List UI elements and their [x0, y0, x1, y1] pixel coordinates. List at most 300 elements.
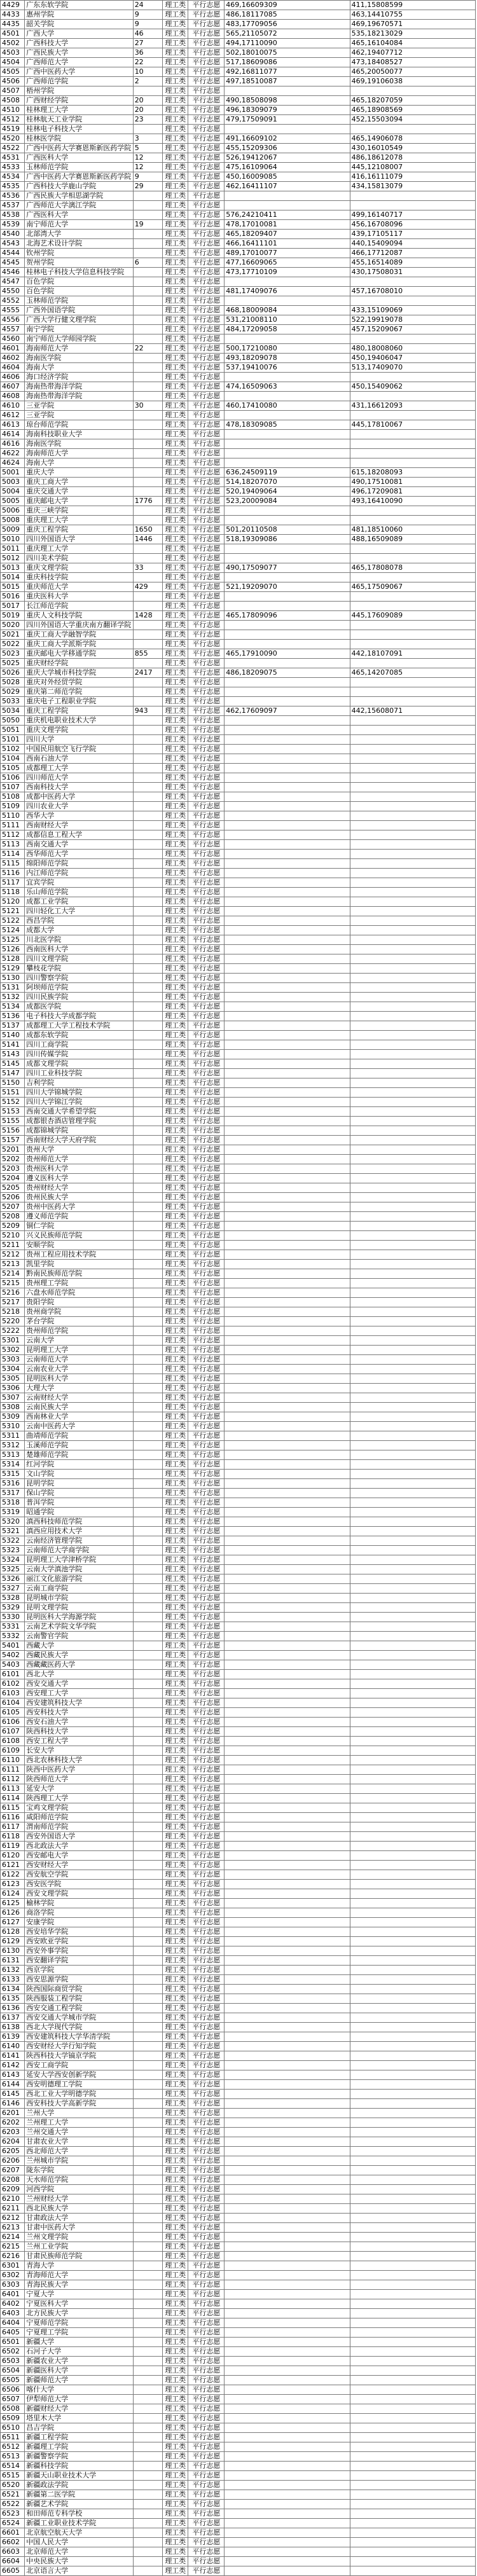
category-cell: 理工类 [163, 1517, 188, 1527]
category-cell: 理工类 [163, 602, 188, 611]
plan-count-cell [133, 945, 162, 954]
school-code-cell: 6127 [1, 1918, 25, 1927]
score-1-cell [225, 1851, 350, 1861]
category-cell: 理工类 [163, 544, 188, 554]
plan-count-cell [133, 1336, 162, 1346]
school-code-cell: 4429 [1, 1, 25, 10]
score-1-cell [225, 1708, 350, 1718]
score-1-cell [225, 2376, 350, 2385]
score-1-cell [225, 1126, 350, 1136]
score-2-cell [350, 1059, 475, 1069]
school-name-cell: 云南财经大学 [25, 1393, 133, 1403]
school-code-cell: 5115 [1, 859, 25, 869]
school-code-cell: 5014 [1, 573, 25, 582]
plan-count-cell [133, 1031, 162, 1040]
category-cell: 理工类 [163, 1431, 188, 1441]
category-cell: 理工类 [163, 1050, 188, 1059]
batch-cell: 平行志愿 [188, 1498, 225, 1508]
plan-count-cell [133, 2471, 162, 2481]
school-code-cell: 6510 [1, 2423, 25, 2433]
batch-cell: 平行志愿 [188, 39, 225, 48]
category-cell: 理工类 [163, 1546, 188, 1555]
batch-cell: 平行志愿 [188, 2347, 225, 2357]
school-name-cell: 广西大学 [25, 29, 133, 39]
batch-cell: 平行志愿 [188, 2223, 225, 2233]
school-code-cell: 6124 [1, 1889, 25, 1899]
school-name-cell: 甘肃中医药大学 [25, 2223, 133, 2233]
category-cell: 理工类 [163, 1651, 188, 1660]
table-row [1, 754, 476, 764]
score-2-cell [350, 1307, 475, 1317]
batch-cell: 平行志愿 [188, 954, 225, 964]
table-row [1, 535, 476, 544]
school-name-cell: 西安外国语大学 [25, 1832, 133, 1842]
batch-cell: 平行志愿 [188, 58, 225, 67]
batch-cell: 平行志愿 [188, 1527, 225, 1536]
table-row [1, 1946, 476, 1956]
batch-cell: 平行志愿 [188, 439, 225, 449]
school-code-cell: 5150 [1, 1078, 25, 1088]
table-row [1, 821, 476, 830]
school-code-cell: 6404 [1, 2318, 25, 2328]
category-cell: 理工类 [163, 1183, 188, 1193]
school-code-cell: 4622 [1, 449, 25, 458]
school-name-cell: 甘肃政法大学 [25, 2214, 133, 2223]
category-cell: 理工类 [163, 1851, 188, 1861]
school-code-cell: 6513 [1, 2452, 25, 2462]
score-1-cell [225, 277, 350, 287]
plan-count-cell [133, 249, 162, 258]
school-code-cell: 5106 [1, 773, 25, 783]
school-name-cell: 西安思源学院 [25, 1975, 133, 1985]
score-1-cell [225, 954, 350, 964]
table-row [1, 182, 476, 191]
school-name-cell: 百色学院 [25, 277, 133, 287]
table-row [1, 1145, 476, 1155]
batch-cell: 平行志愿 [188, 1889, 225, 1899]
table-row [1, 1546, 476, 1555]
plan-count-cell [133, 983, 162, 993]
score-2-cell [350, 1603, 475, 1613]
score-2-cell: 490,17510081 [350, 478, 475, 487]
category-cell: 理工类 [163, 1822, 188, 1832]
school-code-cell: 5329 [1, 1603, 25, 1613]
score-1-cell [225, 125, 350, 134]
batch-cell: 平行志愿 [188, 1870, 225, 1880]
score-2-cell [350, 726, 475, 735]
school-code-cell: 4508 [1, 96, 25, 106]
batch-cell: 平行志愿 [188, 2080, 225, 2090]
score-2-cell [350, 2261, 475, 2271]
score-2-cell [350, 993, 475, 1002]
category-cell: 理工类 [163, 1002, 188, 1012]
school-name-cell: 西北大学现代学院 [25, 2023, 133, 2032]
score-2-cell [350, 1842, 475, 1851]
school-code-cell: 6502 [1, 2347, 25, 2357]
table-row [1, 1794, 476, 1803]
school-code-cell: 6203 [1, 2128, 25, 2137]
category-cell: 理工类 [163, 1479, 188, 1489]
score-2-cell [350, 2156, 475, 2166]
school-code-cell: 6405 [1, 2328, 25, 2338]
score-1-cell [225, 1489, 350, 1498]
batch-cell: 平行志愿 [188, 2423, 225, 2433]
category-cell: 理工类 [163, 134, 188, 144]
score-2-cell [350, 1470, 475, 1479]
score-2-cell [350, 554, 475, 563]
category-cell: 理工类 [163, 2462, 188, 2471]
plan-count-cell [133, 573, 162, 582]
score-1-cell [225, 1193, 350, 1202]
school-name-cell: 西南林业大学 [25, 1412, 133, 1422]
category-cell: 理工类 [163, 869, 188, 878]
table-row [1, 974, 476, 983]
school-code-cell: 6108 [1, 1737, 25, 1746]
batch-cell: 平行志愿 [188, 1822, 225, 1832]
score-2-cell [350, 783, 475, 792]
plan-count-cell [133, 1212, 162, 1222]
batch-cell: 平行志愿 [188, 1441, 225, 1450]
score-2-cell: 469,19670571 [350, 20, 475, 29]
batch-cell: 平行志愿 [188, 869, 225, 878]
school-code-cell: 6603 [1, 2547, 25, 2557]
school-name-cell: 重庆大学 [25, 468, 133, 478]
score-2-cell [350, 802, 475, 811]
plan-count-cell: 943 [133, 706, 162, 716]
score-2-cell [350, 1088, 475, 1098]
table-row [1, 1908, 476, 1918]
table-row [1, 2280, 476, 2290]
plan-count-cell [133, 1441, 162, 1450]
score-2-cell [350, 2395, 475, 2404]
school-code-cell: 5151 [1, 1088, 25, 1098]
school-code-cell: 6402 [1, 2299, 25, 2309]
category-cell: 理工类 [163, 77, 188, 86]
school-code-cell: 6207 [1, 2166, 25, 2175]
score-1-cell [225, 1222, 350, 1231]
score-2-cell [350, 1450, 475, 1460]
score-1-cell: 481,17409076 [225, 287, 350, 296]
plan-count-cell [133, 1183, 162, 1193]
batch-cell: 平行志愿 [188, 1508, 225, 1517]
score-1-cell [225, 1822, 350, 1832]
category-cell: 理工类 [163, 1565, 188, 1574]
school-name-cell: 青海师范大学 [25, 2271, 133, 2280]
score-2-cell [350, 2490, 475, 2500]
batch-cell: 平行志愿 [188, 163, 225, 172]
score-1-cell [225, 1059, 350, 1069]
score-2-cell: 455,16514089 [350, 258, 475, 268]
score-2-cell [350, 2338, 475, 2347]
school-name-cell: 新疆理工学院 [25, 2442, 133, 2452]
school-name-cell: 西安财经大学 [25, 1861, 133, 1870]
school-code-cell: 6605 [1, 2566, 25, 2576]
batch-cell: 平行志愿 [188, 67, 225, 77]
score-1-cell [225, 1899, 350, 1908]
batch-cell: 平行志愿 [188, 1470, 225, 1479]
score-1-cell: 478,18309085 [225, 420, 350, 430]
score-2-cell [350, 1985, 475, 1994]
category-cell: 理工类 [163, 1765, 188, 1775]
school-code-cell: 5306 [1, 1384, 25, 1393]
plan-count-cell [133, 1012, 162, 1021]
category-cell: 理工类 [163, 1441, 188, 1450]
school-code-cell: 6504 [1, 2366, 25, 2376]
score-1-cell [225, 1937, 350, 1946]
score-2-cell [350, 2051, 475, 2061]
school-name-cell: 新疆科技学院 [25, 2462, 133, 2471]
score-1-cell [225, 201, 350, 210]
school-code-cell: 4520 [1, 134, 25, 144]
score-1-cell [225, 802, 350, 811]
table-row [1, 659, 476, 668]
score-2-cell [350, 1489, 475, 1498]
batch-cell: 平行志愿 [188, 2204, 225, 2214]
score-1-cell [225, 1422, 350, 1431]
batch-cell: 平行志愿 [188, 258, 225, 268]
plan-count-cell [133, 1737, 162, 1746]
category-cell: 理工类 [163, 888, 188, 897]
table-row [1, 2147, 476, 2156]
score-2-cell [350, 2528, 475, 2538]
plan-count-cell [133, 191, 162, 201]
plan-count-cell [133, 2099, 162, 2109]
category-cell: 理工类 [163, 1212, 188, 1222]
score-1-cell [225, 554, 350, 563]
score-1-cell: 500,17210080 [225, 344, 350, 354]
school-name-cell: 云南工商学院 [25, 1584, 133, 1594]
score-2-cell [350, 1069, 475, 1078]
school-name-cell: 贵州财经大学 [25, 1183, 133, 1193]
table-row [1, 2166, 476, 2175]
school-name-cell: 南宁师范大学师园学院 [25, 334, 133, 344]
school-code-cell: 4544 [1, 249, 25, 258]
batch-cell: 平行志愿 [188, 1632, 225, 1641]
school-code-cell: 5136 [1, 1012, 25, 1021]
score-2-cell [350, 2299, 475, 2309]
batch-cell: 平行志愿 [188, 1365, 225, 1374]
score-1-cell [225, 2547, 350, 2557]
plan-count-cell [133, 1842, 162, 1851]
table-row [1, 1832, 476, 1842]
school-code-cell: 6501 [1, 2338, 25, 2347]
school-code-cell: 5316 [1, 1479, 25, 1489]
table-row [1, 907, 476, 916]
batch-cell: 平行志愿 [188, 1222, 225, 1231]
score-1-cell [225, 1212, 350, 1222]
school-name-cell: 四川大学锦江学院 [25, 1098, 133, 1107]
category-cell: 理工类 [163, 945, 188, 954]
category-cell: 理工类 [163, 201, 188, 210]
school-code-cell: 4531 [1, 153, 25, 163]
school-code-cell: 5312 [1, 1441, 25, 1450]
table-row [1, 2347, 476, 2357]
score-1-cell [225, 1603, 350, 1613]
school-code-cell: 6132 [1, 1966, 25, 1975]
school-code-cell: 4624 [1, 458, 25, 468]
school-code-cell: 5211 [1, 1241, 25, 1250]
school-code-cell: 6401 [1, 2290, 25, 2299]
school-name-cell: 云南师范大学商学院 [25, 1546, 133, 1555]
batch-cell: 平行志愿 [188, 2004, 225, 2013]
table-row [1, 935, 476, 945]
category-cell: 理工类 [163, 1040, 188, 1050]
category-cell: 理工类 [163, 916, 188, 926]
school-code-cell: 6520 [1, 2481, 25, 2490]
plan-count-cell [133, 726, 162, 735]
plan-count-cell [133, 487, 162, 497]
table-row [1, 1307, 476, 1317]
score-1-cell [225, 1231, 350, 1241]
table-row [1, 2032, 476, 2042]
score-2-cell: 465,16104084 [350, 39, 475, 48]
plan-count-cell [133, 1679, 162, 1689]
school-name-cell: 滇西应用技术大学 [25, 1527, 133, 1536]
table-row [1, 993, 476, 1002]
category-cell: 理工类 [163, 1269, 188, 1279]
table-row [1, 96, 476, 106]
school-code-cell: 5120 [1, 897, 25, 907]
school-code-cell: 5323 [1, 1546, 25, 1555]
category-cell: 理工类 [163, 516, 188, 525]
school-name-cell: 昆明学院 [25, 1479, 133, 1489]
table-row [1, 1279, 476, 1288]
school-code-cell: 5104 [1, 754, 25, 764]
table-row [1, 277, 476, 287]
table-row [1, 420, 476, 430]
score-2-cell [350, 2061, 475, 2070]
batch-cell: 平行志愿 [188, 535, 225, 544]
table-row [1, 544, 476, 554]
score-1-cell [225, 1718, 350, 1727]
score-2-cell [350, 1336, 475, 1346]
score-2-cell [350, 1212, 475, 1222]
table-row [1, 1040, 476, 1050]
plan-count-cell [133, 2004, 162, 2013]
school-name-cell: 贵州大学 [25, 1145, 133, 1155]
school-name-cell: 云南警官学院 [25, 1632, 133, 1641]
score-1-cell [225, 1527, 350, 1536]
school-code-cell: 6523 [1, 2509, 25, 2519]
score-2-cell [350, 1508, 475, 1517]
school-name-cell: 塔里木大学 [25, 2414, 133, 2423]
score-2-cell [350, 1908, 475, 1918]
batch-cell: 平行志愿 [188, 1279, 225, 1288]
batch-cell: 平行志愿 [188, 1183, 225, 1193]
score-1-cell [225, 840, 350, 850]
score-2-cell: 457,16708010 [350, 287, 475, 296]
plan-count-cell [133, 1193, 162, 1202]
category-cell: 理工类 [163, 563, 188, 573]
batch-cell: 平行志愿 [188, 10, 225, 20]
batch-cell: 平行志愿 [188, 582, 225, 592]
batch-cell: 平行志愿 [188, 468, 225, 478]
score-2-cell: 481,18510060 [350, 525, 475, 535]
batch-cell: 平行志愿 [188, 1136, 225, 1145]
score-1-cell [225, 754, 350, 764]
score-1-cell [225, 1136, 350, 1145]
score-2-cell: 430,17508031 [350, 268, 475, 277]
school-name-cell: 广西中医药大学赛恩斯新医药学院 [25, 144, 133, 153]
school-name-cell: 昆明城市学院 [25, 1594, 133, 1603]
category-cell: 理工类 [163, 1975, 188, 1985]
score-1-cell [225, 1746, 350, 1756]
batch-cell: 平行志愿 [188, 2032, 225, 2042]
batch-cell: 平行志愿 [188, 2519, 225, 2528]
school-code-cell: 6503 [1, 2357, 25, 2366]
school-code-cell: 6105 [1, 1708, 25, 1718]
school-name-cell: 兰州交通大学 [25, 2128, 133, 2137]
school-code-cell: 5330 [1, 1613, 25, 1622]
table-row [1, 2042, 476, 2051]
score-2-cell: 439,17105117 [350, 230, 475, 239]
plan-count-cell [133, 1851, 162, 1861]
school-name-cell: 云南中医药大学 [25, 1422, 133, 1431]
school-name-cell: 广西医科大学 [25, 153, 133, 163]
batch-cell: 平行志愿 [188, 621, 225, 630]
plan-count-cell [133, 1517, 162, 1527]
table-row [1, 296, 476, 306]
batch-cell: 平行志愿 [188, 1899, 225, 1908]
table-row [1, 1927, 476, 1937]
school-name-cell: 云南师范大学 [25, 1355, 133, 1365]
score-2-cell [350, 1536, 475, 1546]
category-cell: 理工类 [163, 878, 188, 888]
score-2-cell [350, 621, 475, 630]
school-code-cell: 5331 [1, 1622, 25, 1632]
category-cell: 理工类 [163, 1861, 188, 1870]
category-cell: 理工类 [163, 1727, 188, 1737]
school-name-cell: 韶关学院 [25, 20, 133, 29]
batch-cell: 平行志愿 [188, 964, 225, 974]
score-2-cell [350, 869, 475, 878]
batch-cell: 平行志愿 [188, 1, 225, 10]
score-1-cell: 473,17710109 [225, 268, 350, 277]
school-name-cell: 中国人民大学 [25, 2538, 133, 2547]
plan-count-cell [133, 2318, 162, 2328]
score-1-cell [225, 1298, 350, 1307]
category-cell: 理工类 [163, 420, 188, 430]
school-name-cell: 昆明理工大学津桥学院 [25, 1555, 133, 1565]
score-1-cell [225, 1679, 350, 1689]
school-code-cell: 6522 [1, 2500, 25, 2509]
table-row [1, 2156, 476, 2166]
score-1-cell [225, 1832, 350, 1842]
school-name-cell: 西安建筑科技大学 [25, 1698, 133, 1708]
table-row [1, 134, 476, 144]
table-row [1, 430, 476, 439]
school-code-cell: 5307 [1, 1393, 25, 1403]
score-1-cell [225, 1269, 350, 1279]
school-name-cell: 四川美术学院 [25, 554, 133, 563]
score-2-cell: 465,20050077 [350, 67, 475, 77]
category-cell: 理工类 [163, 2557, 188, 2566]
batch-cell: 平行志愿 [188, 115, 225, 125]
batch-cell: 平行志愿 [188, 2404, 225, 2414]
category-cell: 理工类 [163, 2338, 188, 2347]
table-row [1, 1326, 476, 1336]
batch-cell: 平行志愿 [188, 2452, 225, 2462]
category-cell: 理工类 [163, 706, 188, 716]
table-row [1, 726, 476, 735]
table-row [1, 497, 476, 506]
score-1-cell [225, 1641, 350, 1651]
score-2-cell [350, 1098, 475, 1107]
school-name-cell: 南宁师范大学 [25, 220, 133, 230]
school-name-cell: 西安培华学院 [25, 1927, 133, 1937]
plan-count-cell [133, 86, 162, 96]
score-2-cell [350, 1117, 475, 1126]
